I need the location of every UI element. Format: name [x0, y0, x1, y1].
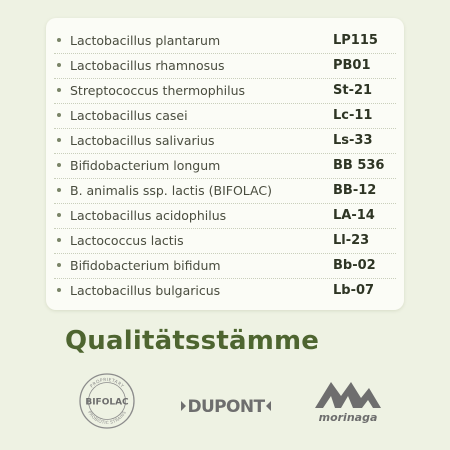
bullet-icon	[57, 213, 61, 217]
strain-row	[46, 103, 404, 128]
bullet-icon	[57, 263, 61, 267]
strain-code: Lb-07	[333, 283, 375, 298]
dupont-logo	[178, 391, 274, 421]
strain-row	[46, 153, 404, 178]
strain-name: Lactobacillus plantarum	[70, 33, 221, 48]
strain-row	[46, 253, 404, 278]
bifolac-logo-text: BIFOLAC	[85, 397, 129, 408]
bullet-icon	[57, 163, 61, 167]
strain-name: Lactobacillus rhamnosus	[70, 58, 225, 73]
strain-code: LP115	[333, 33, 378, 48]
strain-list-card	[46, 18, 404, 310]
strain-list	[46, 28, 404, 303]
strain-row	[46, 278, 404, 303]
bullet-icon	[57, 113, 61, 117]
strain-code: Bb-02	[333, 258, 376, 273]
strain-code: LA-14	[333, 208, 375, 223]
strain-name: Lactococcus lactis	[70, 233, 184, 248]
dupont-logo-text: DUPONT	[187, 397, 265, 417]
strain-row	[46, 128, 404, 153]
bullet-icon	[57, 238, 61, 242]
bullet-icon	[57, 188, 61, 192]
svg-text:PROBIOTIC STRAINS: PROBIOTIC STRAINS	[87, 409, 127, 426]
strain-code: Ls-33	[333, 133, 373, 148]
strain-name: Lactobacillus bulgaricus	[70, 283, 221, 298]
morinaga-logo-text: morinaga	[318, 411, 378, 424]
dupont-oval-icon	[178, 391, 274, 421]
bullet-icon	[57, 88, 61, 92]
strain-row	[46, 203, 404, 228]
strain-name: Bifidobacterium bifidum	[70, 258, 221, 273]
strain-name: Bifidobacterium longum	[70, 158, 221, 173]
strain-name: Lactobacillus salivarius	[70, 133, 215, 148]
strain-name: Lactobacillus acidophilus	[70, 208, 227, 223]
svg-text:PROPRIETARY: PROPRIETARY	[89, 377, 125, 390]
strain-code: Lc-11	[333, 108, 373, 123]
strain-row	[46, 228, 404, 253]
strain-name: Lactobacillus casei	[70, 108, 188, 123]
strain-row	[46, 53, 404, 78]
strain-code: BB 536	[333, 158, 385, 173]
strain-code: St-21	[333, 83, 373, 98]
strain-name: Streptococcus thermophilus	[70, 83, 246, 98]
strain-code: Ll-23	[333, 233, 370, 248]
strain-code: PB01	[333, 58, 371, 73]
strain-code: BB-12	[333, 183, 377, 198]
bullet-icon	[57, 288, 61, 292]
strain-row	[46, 178, 404, 203]
strain-name: B. animalis ssp. lactis (BIFOLAC)	[70, 183, 272, 198]
morinaga-logo	[311, 374, 385, 426]
bifolac-logo	[78, 372, 136, 430]
bifolac-seal-icon	[78, 372, 136, 430]
strain-row	[46, 78, 404, 103]
bullet-icon	[57, 138, 61, 142]
bullet-icon	[57, 38, 61, 42]
section-heading: Qualitätsstämme	[65, 326, 320, 356]
strain-row	[46, 28, 404, 53]
bullet-icon	[57, 63, 61, 67]
morinaga-m-icon	[311, 374, 385, 426]
